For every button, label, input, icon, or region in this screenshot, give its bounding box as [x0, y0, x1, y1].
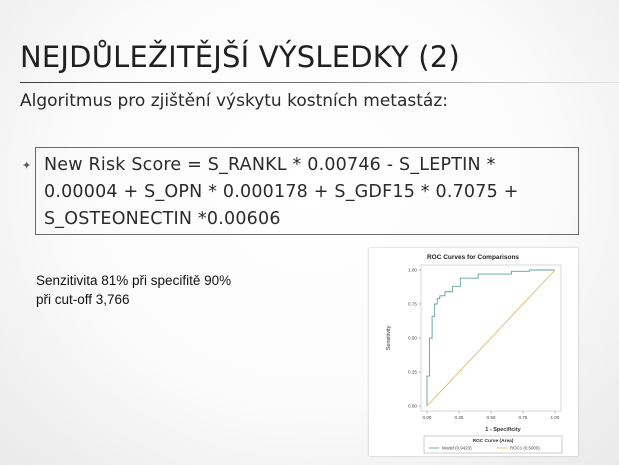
axis-ticks — [408, 268, 560, 420]
x-tick-label: 0.00 — [422, 415, 432, 420]
y-tick-label: 1.00 — [408, 267, 417, 273]
formula-line: S_OSTEONECTIN *0.00606 — [44, 209, 281, 229]
result-line: při cut-off 3,766 — [36, 292, 130, 307]
legend-entries — [429, 446, 540, 451]
legend-title: ROC Curve (Area) — [472, 439, 514, 444]
y-axis-label: Sensitivity — [386, 325, 392, 351]
x-tick-label: 0.50 — [486, 415, 496, 420]
slide-subtitle: Algoritmus pro zjištění výskytu kostních metastáz: — [20, 91, 448, 111]
y-tick-label: 0.00 — [408, 403, 417, 409]
roc-chart-panel — [369, 248, 578, 456]
y-tick-label: 0.75 — [408, 301, 417, 307]
legend-entry-label: Model (0.9420) — [442, 445, 472, 451]
x-tick-label: 1.00 — [550, 415, 560, 420]
series-group — [427, 270, 555, 406]
chart-title: ROC Curves for Comparisons — [426, 254, 520, 261]
roc-reference-line — [427, 270, 555, 406]
x-tick-label: 0.75 — [518, 415, 528, 420]
risk-score-formula — [44, 152, 584, 233]
result-line: Senzitivita 81% při specifitě 90% — [36, 273, 232, 288]
sensitivity-result — [36, 271, 231, 309]
legend-entry-label: ROC1 (0.5000) — [510, 445, 540, 451]
x-axis-label: 1 - Specificity — [485, 427, 521, 433]
formula-line: 0.00004 + S_OPN * 0.000178 + S_GDF15 * 0.7075 + — [44, 182, 519, 202]
title-underline — [20, 82, 619, 83]
y-tick-label: 0.25 — [408, 369, 417, 375]
slide-title: NEJDŮLEŽITĚJŠÍ VÝSLEDKY (2) — [20, 40, 460, 74]
y-tick-label: 0.50 — [408, 335, 417, 341]
roc-chart — [369, 248, 578, 456]
diamond-x-bullet-icon: ✦ — [22, 159, 32, 172]
formula-line: New Risk Score = S_RANKL * 0.00746 - S_LEPTIN * — [44, 155, 496, 175]
x-tick-label: 0.25 — [454, 415, 464, 420]
